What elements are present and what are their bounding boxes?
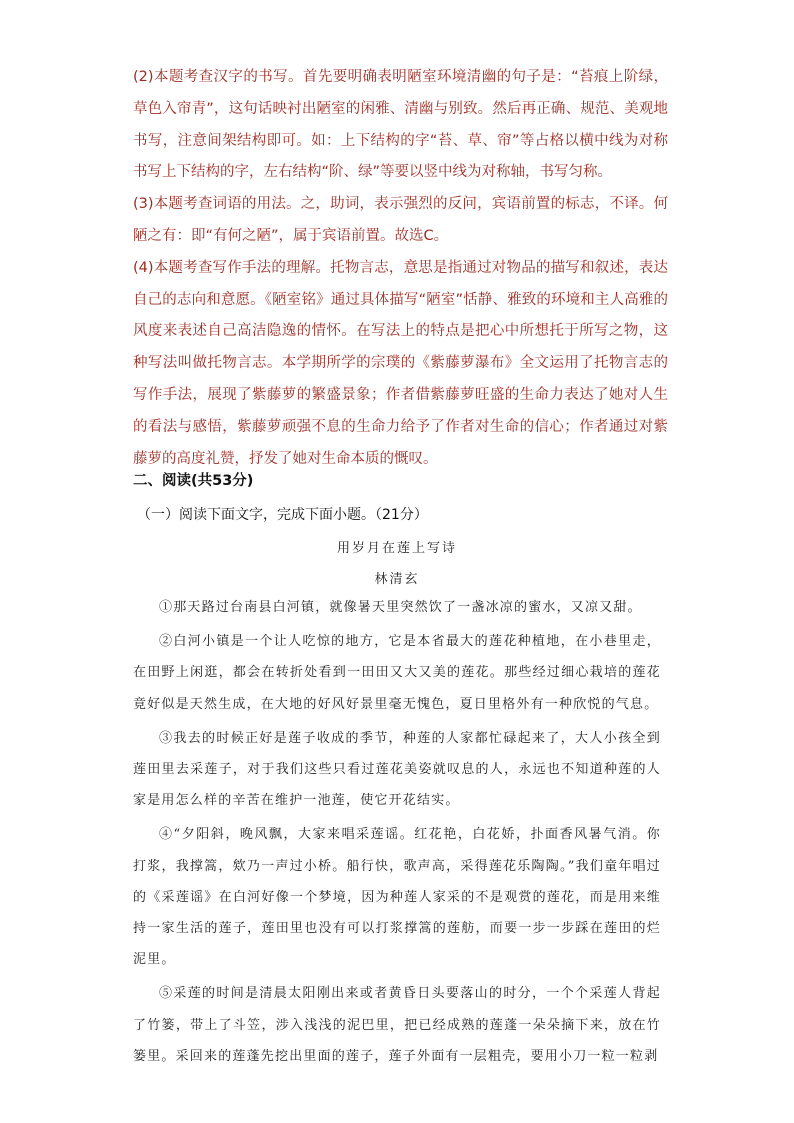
answer-paragraph-4: (4)本题考查写作手法的理解。托物言志，意思是指通过对物品的描写和叙述，表达自己的志向和意愿。《陋室铭》通过具体描写“陋室”恬静、雅致的环境和主人高雅的风度来表述自己高洁隐逸的情怀。在写法上的特点是把心中所想托于所写之物，这种写法叫做托物言志。本学期所学的宗璞的《紫藤萝瀑布》全文运用了托物言志的写作手法，展现了紫藤萝的繁盛景象；作者借紫藤萝旺盛的生命力表达了她对人生的看法与感悟，紫藤萝顽强不息的生命力给予了作者对生命的信心；作者通过对紫藤萝的高度礼赞，抒发了她对生命本质的慨叹。 [133,259,668,467]
article-title: 用岁月在莲上写诗 [336,541,457,556]
article-paragraph-5: ⑤采莲的时间是清晨太阳刚出来或者黄昏日头要落山的时分，一个个采莲人背起了竹篓，带上了斗笠，涉入浅浅的泥巴里，把已经成熟的莲蓬一朵朵摘下来，放在竹篓里。采回来的莲蓬先挖出里面的莲子，莲子外面有一层粗壳，要用小刀一粒一粒剥 [133,986,661,1064]
answer-paragraph-3: (3)本题考查词语的用法。之，助词，表示强烈的反问，宾语前置的标志，不译。何陋之有：即“有何之陋”，属于宾语前置。故选C。 [133,196,668,244]
section-instruction: （一）阅读下面文字，完成下面小题。（21分） [137,507,428,523]
article-paragraph-2: ②白河小镇是一个让人吃惊的地方，它是本省最大的莲花种植地，在小巷里走，在田野上闲逛，都会在转折处看到一田田又大又美的莲花。那些经过细心栽培的莲花竟好似是天然生成，在大地的好风好景里毫无愧色，夏日里格外有一种欣悦的气息。 [133,634,661,712]
article-author: 林清玄 [374,572,420,587]
article-paragraph-1: ①那天路过台南县白河镇，就像暑天里突然饮了一盏冰凉的蜜水，又凉又甜。 [159,600,642,615]
article-paragraph-4: ④“夕阳斜，晚风飘，大家来唱采莲谣。红花艳，白花娇，扑面香风暑气消。你打浆，我撑篙，欸乃一声过小桥。船行快，歌声高，采得莲花乐陶陶。”我们童年唱过的《采莲谣》在白河好像一个梦境，因为种莲人家采的不是观赏的莲花，而是用来维持一家生活的莲子，莲田里也没有可以打浆撑篙的莲舫，而要一步一步踩在莲田的烂泥里。 [133,827,661,968]
section-title: 二、阅读(共53分) [133,473,254,489]
answer-paragraph-2: (2)本题考查汉字的书写。首先要明确表明陋室环境清幽的句子是：“苔痕上阶绿，草色入帘青”，这句话映衬出陋室的闲雅、清幽与别致。然后再正确、规范、美观地书写，注意间架结构即可。如：上下结构的字“苔、草、帘”等占格以横中线为对称书写上下结构的字，左右结构“阶、绿”等要以竖中线为对称轴，书写匀称。 [133,69,668,181]
article-paragraph-3: ③我去的时候正好是莲子收成的季节，种莲的人家都忙碌起来了，大人小孩全到莲田里去采莲子，对于我们这些只看过莲花美姿就叹息的人，永远也不知道种莲的人家是用怎么样的辛苦在维护一池莲，使它开花结实。 [133,730,661,809]
answer-explanation [133,62,668,475]
reading-article [133,592,661,1072]
